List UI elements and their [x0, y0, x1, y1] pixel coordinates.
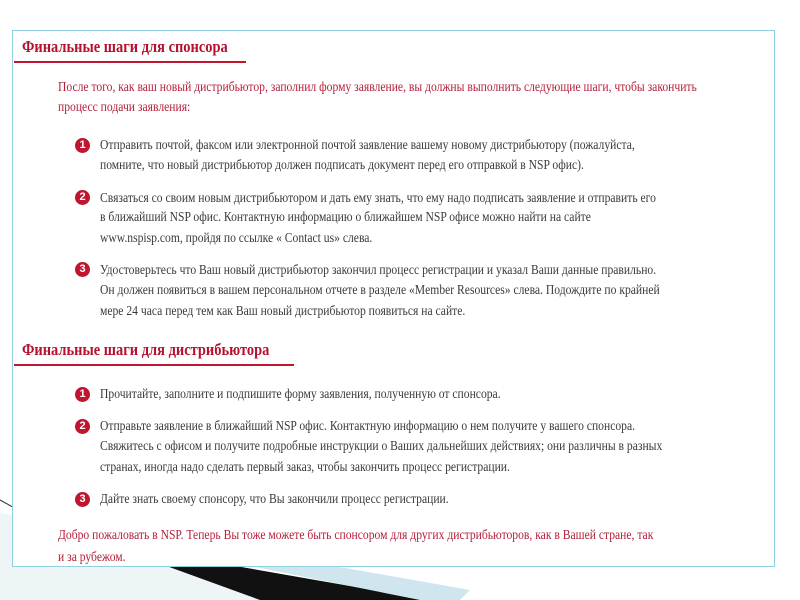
step-text: Связаться со своим новым дистрибьютором и дать ему знать, что ему надо подписать заявление и отправить его: [100, 190, 656, 205]
step-text: Удостоверьтесь что Ваш новый дистрибьютор закончил процесс регистрации и указал Ваши данные правильно.: [100, 262, 657, 277]
step-number-badge: 1: [75, 138, 90, 153]
intro-line: После того, как ваш новый дистрибьютор, заполнил форму заявление, вы должны выполнить следующие шаги, чтобы закончить: [58, 79, 697, 94]
distributor-heading-underline: [14, 364, 294, 366]
step-text: помните, что новый дистрибьютор должен подписать документ перед его отправкой в NSP офис).: [100, 157, 584, 172]
distributor-heading: Финальные шаги для дистрибьютора: [22, 340, 270, 359]
sponsor-heading: Финальные шаги для спонсора: [22, 37, 228, 56]
step-text: Прочитайте, заполните и подпишите форму заявления, полученную от спонсора.: [100, 386, 501, 401]
step-text: www.nspisp.com, пройдя по ссылке « Contact us» слева.: [100, 230, 373, 245]
step-number-badge: 2: [75, 419, 90, 434]
intro-line: процесс подачи заявления:: [58, 99, 191, 114]
step-number-badge: 3: [75, 262, 90, 277]
sponsor-heading-underline: [14, 61, 246, 63]
step-number-badge: 3: [75, 492, 90, 507]
footer-line: Добро пожаловать в NSP. Теперь Вы тоже можете быть спонсором для других дистрибьюторов, как в Вашей стране, так: [58, 527, 654, 542]
step-number-badge: 1: [75, 387, 90, 402]
step-text: Отправить почтой, факсом или электронной почтой заявление вашему новому дистрибьютору (пожалуйста,: [100, 137, 635, 152]
footer-line: и за рубежом.: [58, 549, 126, 564]
step-text: мере 24 часа перед тем как Ваш новый дистрибьютор появиться на сайте.: [100, 303, 466, 318]
step-text: в ближайший NSP офис. Контактную информацию о ближайшем NSP офисе можно найти на сайте: [100, 209, 591, 224]
step-text: странах, иногда надо сделать первый заказ, чтобы закончить процесс регистрации.: [100, 459, 510, 474]
step-number-badge: 2: [75, 190, 90, 205]
step-text: Свяжитесь с офисом и получите подробные инструкции о Ваших дальнейших действиях; они различны в разных: [100, 438, 663, 453]
step-text: Дайте знать своему спонсору, что Вы закончили процесс регистрации.: [100, 491, 449, 506]
step-text: Он должен появиться в вашем персональном отчете в разделе «Member Resources» слева. Подождите по крайней: [100, 282, 660, 297]
step-text: Отправьте заявление в ближайший NSP офис. Контактную информацию о нем получите у вашего спонсора.: [100, 418, 636, 433]
